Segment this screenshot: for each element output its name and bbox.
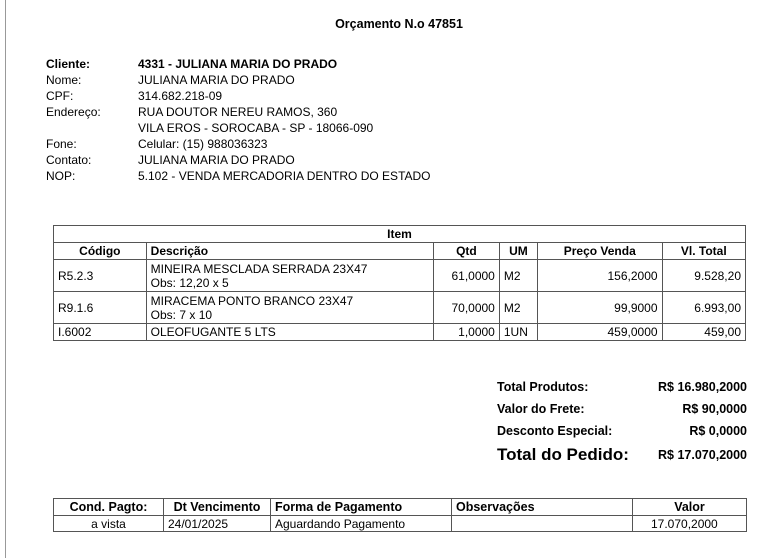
info-value: RUA DOUTOR NEREU RAMOS, 360 [138,105,338,119]
col-header-codigo: Código [54,243,147,260]
info-value: JULIANA MARIA DO PRADO [138,73,295,87]
total-produtos-value: R$ 16.980,2000 [658,380,747,394]
cell-obs [452,516,633,532]
total-produtos [497,376,747,398]
client-info [46,56,431,184]
total-produtos-label: Total Produtos: [497,380,589,394]
col-header-total: Vl. Total [662,243,745,260]
col-header-qtd: Qtd [433,243,499,260]
cell-descricao [146,260,433,292]
cell-preco: 99,9000 [537,292,662,324]
info-row-contato [46,152,431,168]
cell-um: M2 [499,260,537,292]
table-row [54,292,746,324]
col-header-observacoes: Observações [452,499,633,516]
info-row-fone [46,136,431,152]
col-header-cond-pagto: Cond. Pagto: [54,499,164,516]
desconto-especial [497,420,747,442]
info-label: Contato: [46,153,92,167]
col-header-um: UM [499,243,537,260]
info-label: Cliente: [46,57,91,71]
cell-cond: a vista [54,516,164,532]
cell-total: 459,00 [662,324,745,341]
cell-forma: Aguardando Pagamento [271,516,452,532]
cell-valor: 17.070,2000 [633,516,747,532]
item-description: MINEIRA MESCLADA SERRADA 23X47 [150,261,368,276]
valor-frete-label: Valor do Frete: [497,402,585,416]
info-value: JULIANA MARIA DO PRADO [138,153,295,167]
info-label: NOP: [46,169,76,183]
table-row [54,516,747,532]
valor-frete [497,398,747,420]
info-row-endereco-2 [46,120,431,136]
info-row-cliente [46,56,431,72]
cell-codigo: R9.1.6 [54,292,147,324]
totals-block [497,376,747,468]
info-label: Endereço: [46,105,101,119]
cell-venc: 24/01/2025 [164,516,271,532]
table-row [54,260,746,292]
cell-codigo: I.6002 [54,324,147,341]
cell-qtd: 61,0000 [433,260,499,292]
info-value: Celular: (15) 988036323 [138,137,268,151]
payment-header-row [54,499,747,516]
cell-um: M2 [499,292,537,324]
items-caption: Item [54,226,746,243]
info-label [46,120,138,136]
cell-descricao [146,292,433,324]
col-header-preco: Preço Venda [537,243,662,260]
cell-qtd: 70,0000 [433,292,499,324]
items-header-row [54,243,746,260]
cell-preco: 459,0000 [537,324,662,341]
items-table [53,225,746,341]
info-value: 314.682.218-09 [138,89,223,103]
col-header-dt-vencimento: Dt Vencimento [164,499,271,516]
info-label: CPF: [46,89,74,103]
info-label: Nome: [46,73,82,87]
desconto-value: R$ 0,0000 [689,424,747,438]
cell-codigo: R5.2.3 [54,260,147,292]
desconto-label: Desconto Especial: [497,424,613,438]
info-value: VILA EROS - SOROCABA - SP - 18066-090 [138,121,374,135]
cell-qtd: 1,0000 [433,324,499,341]
cell-preco: 156,2000 [537,260,662,292]
info-row-nome [46,72,431,88]
col-header-valor: Valor [633,499,747,516]
document-title: Orçamento N.o 47851 [335,17,463,31]
page-left-border [5,0,6,558]
total-pedido-value: R$ 17.070,2000 [658,448,747,462]
col-header-forma-pagamento: Forma de Pagamento [271,499,452,516]
item-description: MIRACEMA PONTO BRANCO 23X47 [150,293,354,308]
info-label: Fone: [46,137,77,151]
info-value: 5.102 - VENDA MERCADORIA DENTRO DO ESTADO [138,169,431,183]
total-pedido-label: Total do Pedido: [497,445,629,464]
items-caption-row [54,226,746,243]
payment-table [53,498,747,532]
cell-descricao: OLEOFUGANTE 5 LTS [146,324,433,341]
col-header-descricao: Descrição [146,243,433,260]
valor-frete-value: R$ 90,0000 [682,402,747,416]
info-row-cpf [46,88,431,104]
info-value: 4331 - JULIANA MARIA DO PRADO [138,57,338,71]
table-row [54,324,746,341]
item-obs: Obs: 7 x 10 [150,307,213,322]
cell-total: 9.528,20 [662,260,745,292]
info-row-endereco [46,104,431,120]
info-row-nop [46,168,431,184]
total-pedido [497,442,747,468]
cell-um: 1UN [499,324,537,341]
item-obs: Obs: 12,20 x 5 [150,275,229,290]
cell-total: 6.993,00 [662,292,745,324]
